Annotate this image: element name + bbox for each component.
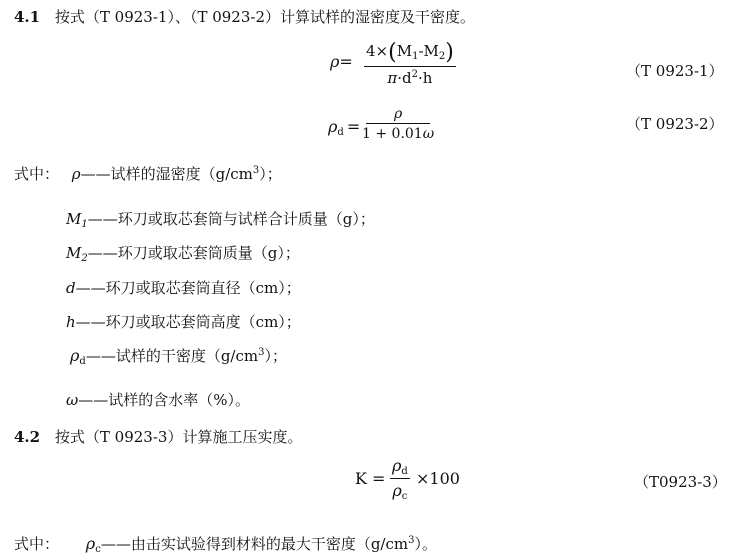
section-text: 按式（T 0923-1）、（T 0923-2）计算试样的湿密度及干密度。: [54, 8, 476, 26]
equation-3-denominator: $\rho_c$: [392, 481, 408, 502]
section-text: 按式（T 0923-3）计算施工压实度。: [54, 428, 303, 446]
section-4-1-paragraph: [14, 6, 475, 27]
equation-1-label: （T 0923-1）: [626, 62, 724, 80]
equation-2-label: （T 0923-2）: [626, 115, 724, 133]
equation-1-fraction: [364, 40, 456, 87]
section-number: 4.2: [14, 428, 41, 446]
equation-3-numerator: $\rho_d$: [392, 456, 408, 477]
section-number: 4.1: [14, 8, 41, 26]
equation-2-lhs: $\rho_d$ =: [328, 117, 361, 138]
definition-rho: 式中： ρ——试样的湿密度$(g/cm^3)$；: [14, 165, 282, 183]
equation-2-numerator: ρ: [366, 106, 430, 124]
definition-m1: $M_1——$环刀或取芯套筒与试样合计质量（g）；: [66, 210, 375, 230]
section-4-2-paragraph: [14, 426, 302, 447]
equation-1-lhs: [330, 52, 353, 71]
definition-rho-c: 式中： $\rho_c——$由击实试验得到材料的最大干密度$(g/cm^3)$。: [14, 534, 437, 555]
equation-1-numerator: $4\times(M_1-M_2)$: [366, 40, 454, 65]
definition-m2: $M_2——$环刀或取芯套筒质量（g）；: [66, 244, 300, 264]
definition-omega: ω——试样的含水率（%）。: [66, 391, 250, 409]
rho-symbol: ρ=: [330, 52, 353, 71]
equation-3-multiplier: ×100: [416, 469, 460, 488]
equation-1-denominator: $\pi\cdot d^2\cdot h$: [387, 69, 433, 87]
equation-2-denominator: 1 + 0.01ω: [362, 126, 435, 142]
definition-d: d——环刀或取芯套筒直径（cm）；: [66, 279, 301, 297]
equation-2-fraction: [362, 106, 434, 142]
definition-h: h——环刀或取芯套筒高度（cm）；: [66, 313, 301, 331]
equation-3-label: （T0923-3）: [634, 473, 727, 491]
equation-3-lhs: K =: [355, 469, 386, 488]
where-label: 式中：: [14, 535, 60, 553]
definition-rho-d: $\rho_d——$试样的干密度$(g/cm^3)$；: [70, 346, 287, 367]
where-label: 式中：: [14, 165, 60, 183]
equation-3-fraction: [390, 456, 410, 502]
